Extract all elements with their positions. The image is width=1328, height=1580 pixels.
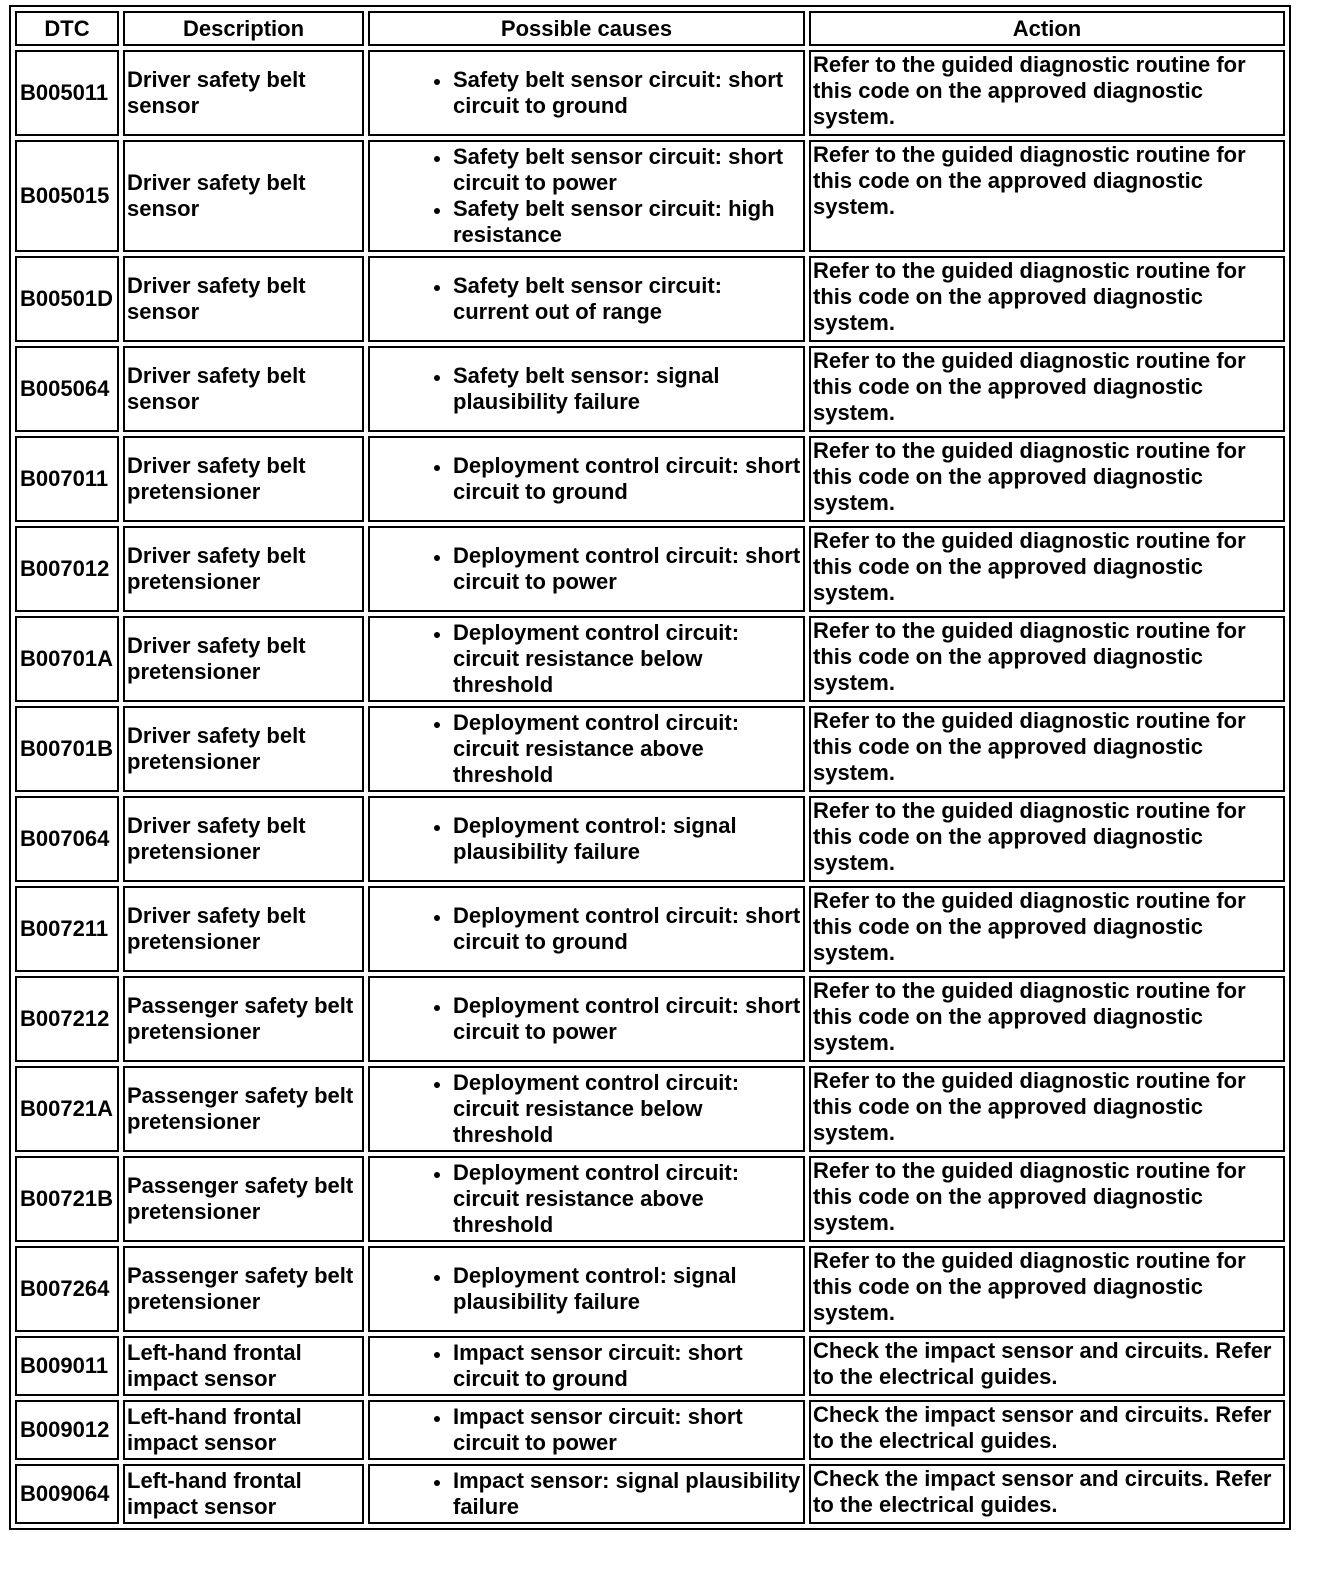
table-row	[15, 886, 1285, 972]
dtc-code-cell: B007212	[15, 976, 119, 1062]
description-cell: Driver safety belt sensor	[123, 50, 364, 136]
dtc-table	[11, 7, 1289, 1528]
dtc-code-cell: B00701B	[15, 706, 119, 792]
cause-list-item: • Deployment control circuit: short circuit to power	[452, 993, 803, 1045]
causes-list	[370, 1263, 803, 1315]
description-cell: Left-hand frontal impact sensor	[123, 1400, 364, 1460]
description-cell: Driver safety belt pretensioner	[123, 526, 364, 612]
dtc-code-cell: B005015	[15, 140, 119, 252]
causes-list	[370, 1160, 803, 1238]
header-possible-causes: Possible causes	[368, 11, 805, 46]
action-cell: Refer to the guided diagnostic routine for this code on the approved diagnostic system.	[809, 256, 1285, 342]
causes-list	[370, 1340, 803, 1392]
possible-causes-cell	[368, 50, 805, 136]
header-dtc: DTC	[15, 11, 119, 46]
description-cell: Driver safety belt pretensioner	[123, 886, 364, 972]
dtc-code-cell: B009011	[15, 1336, 119, 1396]
action-cell: Check the impact sensor and circuits. Refer to the electrical guides.	[809, 1336, 1285, 1396]
cause-list-item: • Deployment control circuit: circuit resistance below threshold	[452, 620, 803, 698]
causes-list	[370, 813, 803, 865]
cause-list-item: • Deployment control circuit: short circuit to ground	[452, 453, 803, 505]
possible-causes-cell	[368, 346, 805, 432]
causes-list	[370, 67, 803, 119]
table-row	[15, 436, 1285, 522]
possible-causes-cell	[368, 796, 805, 882]
possible-causes-cell	[368, 526, 805, 612]
action-cell: Check the impact sensor and circuits. Refer to the electrical guides.	[809, 1400, 1285, 1460]
cause-list-item: • Safety belt sensor: signal plausibility failure	[452, 363, 803, 415]
description-cell: Driver safety belt sensor	[123, 140, 364, 252]
causes-list	[370, 993, 803, 1045]
action-cell: Refer to the guided diagnostic routine for this code on the approved diagnostic system.	[809, 616, 1285, 702]
possible-causes-cell	[368, 1066, 805, 1152]
possible-causes-cell	[368, 616, 805, 702]
table-row	[15, 256, 1285, 342]
cause-list-item: • Deployment control circuit: short circuit to ground	[452, 903, 803, 955]
action-cell: Refer to the guided diagnostic routine for this code on the approved diagnostic system.	[809, 796, 1285, 882]
dtc-table-frame	[9, 5, 1291, 1530]
possible-causes-cell	[368, 1336, 805, 1396]
description-cell: Driver safety belt pretensioner	[123, 436, 364, 522]
cause-list-item: • Deployment control: signal plausibility failure	[452, 813, 803, 865]
table-row	[15, 50, 1285, 136]
action-cell: Refer to the guided diagnostic routine for this code on the approved diagnostic system.	[809, 706, 1285, 792]
dtc-code-cell: B00721B	[15, 1156, 119, 1242]
possible-causes-cell	[368, 1464, 805, 1524]
description-cell: Driver safety belt pretensioner	[123, 616, 364, 702]
dtc-code-cell: B007064	[15, 796, 119, 882]
header-row	[15, 11, 1285, 46]
cause-list-item: • Safety belt sensor circuit: high resistance	[452, 196, 803, 248]
table-row	[15, 1400, 1285, 1460]
table-row	[15, 1246, 1285, 1332]
action-cell: Refer to the guided diagnostic routine for this code on the approved diagnostic system.	[809, 976, 1285, 1062]
cause-list-item: • Deployment control circuit: circuit resistance above threshold	[452, 710, 803, 788]
table-row	[15, 616, 1285, 702]
table-row	[15, 976, 1285, 1062]
description-cell: Passenger safety belt pretensioner	[123, 1156, 364, 1242]
causes-list	[370, 543, 803, 595]
possible-causes-cell	[368, 256, 805, 342]
possible-causes-cell	[368, 1156, 805, 1242]
description-cell: Driver safety belt pretensioner	[123, 706, 364, 792]
description-cell: Driver safety belt sensor	[123, 346, 364, 432]
action-cell: Refer to the guided diagnostic routine for this code on the approved diagnostic system.	[809, 1156, 1285, 1242]
dtc-code-cell: B00721A	[15, 1066, 119, 1152]
dtc-code-cell: B00501D	[15, 256, 119, 342]
dtc-code-cell: B007012	[15, 526, 119, 612]
causes-list	[370, 1404, 803, 1456]
cause-list-item: • Deployment control circuit: circuit resistance above threshold	[452, 1160, 803, 1238]
dtc-code-cell: B005064	[15, 346, 119, 432]
cause-list-item: • Safety belt sensor circuit: short circuit to ground	[452, 67, 803, 119]
table-row	[15, 1156, 1285, 1242]
possible-causes-cell	[368, 140, 805, 252]
possible-causes-cell	[368, 706, 805, 792]
cause-list-item: • Safety belt sensor circuit: short circuit to power	[452, 144, 803, 196]
header-action: Action	[809, 11, 1285, 46]
dtc-code-cell: B007011	[15, 436, 119, 522]
table-row	[15, 526, 1285, 612]
action-cell: Refer to the guided diagnostic routine for this code on the approved diagnostic system.	[809, 1066, 1285, 1152]
cause-list-item: • Deployment control circuit: short circuit to power	[452, 543, 803, 595]
description-cell: Driver safety belt sensor	[123, 256, 364, 342]
action-cell: Refer to the guided diagnostic routine for this code on the approved diagnostic system.	[809, 50, 1285, 136]
table-row	[15, 1066, 1285, 1152]
possible-causes-cell	[368, 1246, 805, 1332]
action-cell: Refer to the guided diagnostic routine for this code on the approved diagnostic system.	[809, 1246, 1285, 1332]
table-body	[15, 50, 1285, 1524]
action-cell: Refer to the guided diagnostic routine for this code on the approved diagnostic system.	[809, 346, 1285, 432]
dtc-code-cell: B00701A	[15, 616, 119, 702]
action-cell: Check the impact sensor and circuits. Refer to the electrical guides.	[809, 1464, 1285, 1524]
description-cell: Driver safety belt pretensioner	[123, 796, 364, 882]
dtc-code-cell: B007211	[15, 886, 119, 972]
action-cell: Refer to the guided diagnostic routine for this code on the approved diagnostic system.	[809, 526, 1285, 612]
table-row	[15, 1336, 1285, 1396]
possible-causes-cell	[368, 1400, 805, 1460]
dtc-code-cell: B009012	[15, 1400, 119, 1460]
causes-list	[370, 1468, 803, 1520]
description-cell: Left-hand frontal impact sensor	[123, 1464, 364, 1524]
dtc-code-cell: B007264	[15, 1246, 119, 1332]
cause-list-item: • Impact sensor: signal plausibility failure	[452, 1468, 803, 1520]
description-cell: Passenger safety belt pretensioner	[123, 1246, 364, 1332]
possible-causes-cell	[368, 886, 805, 972]
table-row	[15, 706, 1285, 792]
causes-list	[370, 453, 803, 505]
table-row	[15, 796, 1285, 882]
cause-list-item: • Impact sensor circuit: short circuit to ground	[452, 1340, 803, 1392]
causes-list	[370, 1070, 803, 1148]
table-row	[15, 140, 1285, 252]
action-cell: Refer to the guided diagnostic routine for this code on the approved diagnostic system.	[809, 140, 1285, 252]
action-cell: Refer to the guided diagnostic routine for this code on the approved diagnostic system.	[809, 436, 1285, 522]
description-cell: Left-hand frontal impact sensor	[123, 1336, 364, 1396]
causes-list	[370, 363, 803, 415]
causes-list	[370, 273, 803, 325]
dtc-code-cell: B009064	[15, 1464, 119, 1524]
possible-causes-cell	[368, 976, 805, 1062]
possible-causes-cell	[368, 436, 805, 522]
table-row	[15, 346, 1285, 432]
description-cell: Passenger safety belt pretensioner	[123, 976, 364, 1062]
cause-list-item: • Impact sensor circuit: short circuit to power	[452, 1404, 803, 1456]
dtc-code-cell: B005011	[15, 50, 119, 136]
causes-list	[370, 144, 803, 248]
action-cell: Refer to the guided diagnostic routine for this code on the approved diagnostic system.	[809, 886, 1285, 972]
table-row	[15, 1464, 1285, 1524]
causes-list	[370, 620, 803, 698]
causes-list	[370, 710, 803, 788]
cause-list-item: • Deployment control circuit: circuit resistance below threshold	[452, 1070, 803, 1148]
cause-list-item: • Safety belt sensor circuit: current out of range	[452, 273, 803, 325]
cause-list-item: • Deployment control: signal plausibility failure	[452, 1263, 803, 1315]
causes-list	[370, 903, 803, 955]
description-cell: Passenger safety belt pretensioner	[123, 1066, 364, 1152]
header-description: Description	[123, 11, 364, 46]
